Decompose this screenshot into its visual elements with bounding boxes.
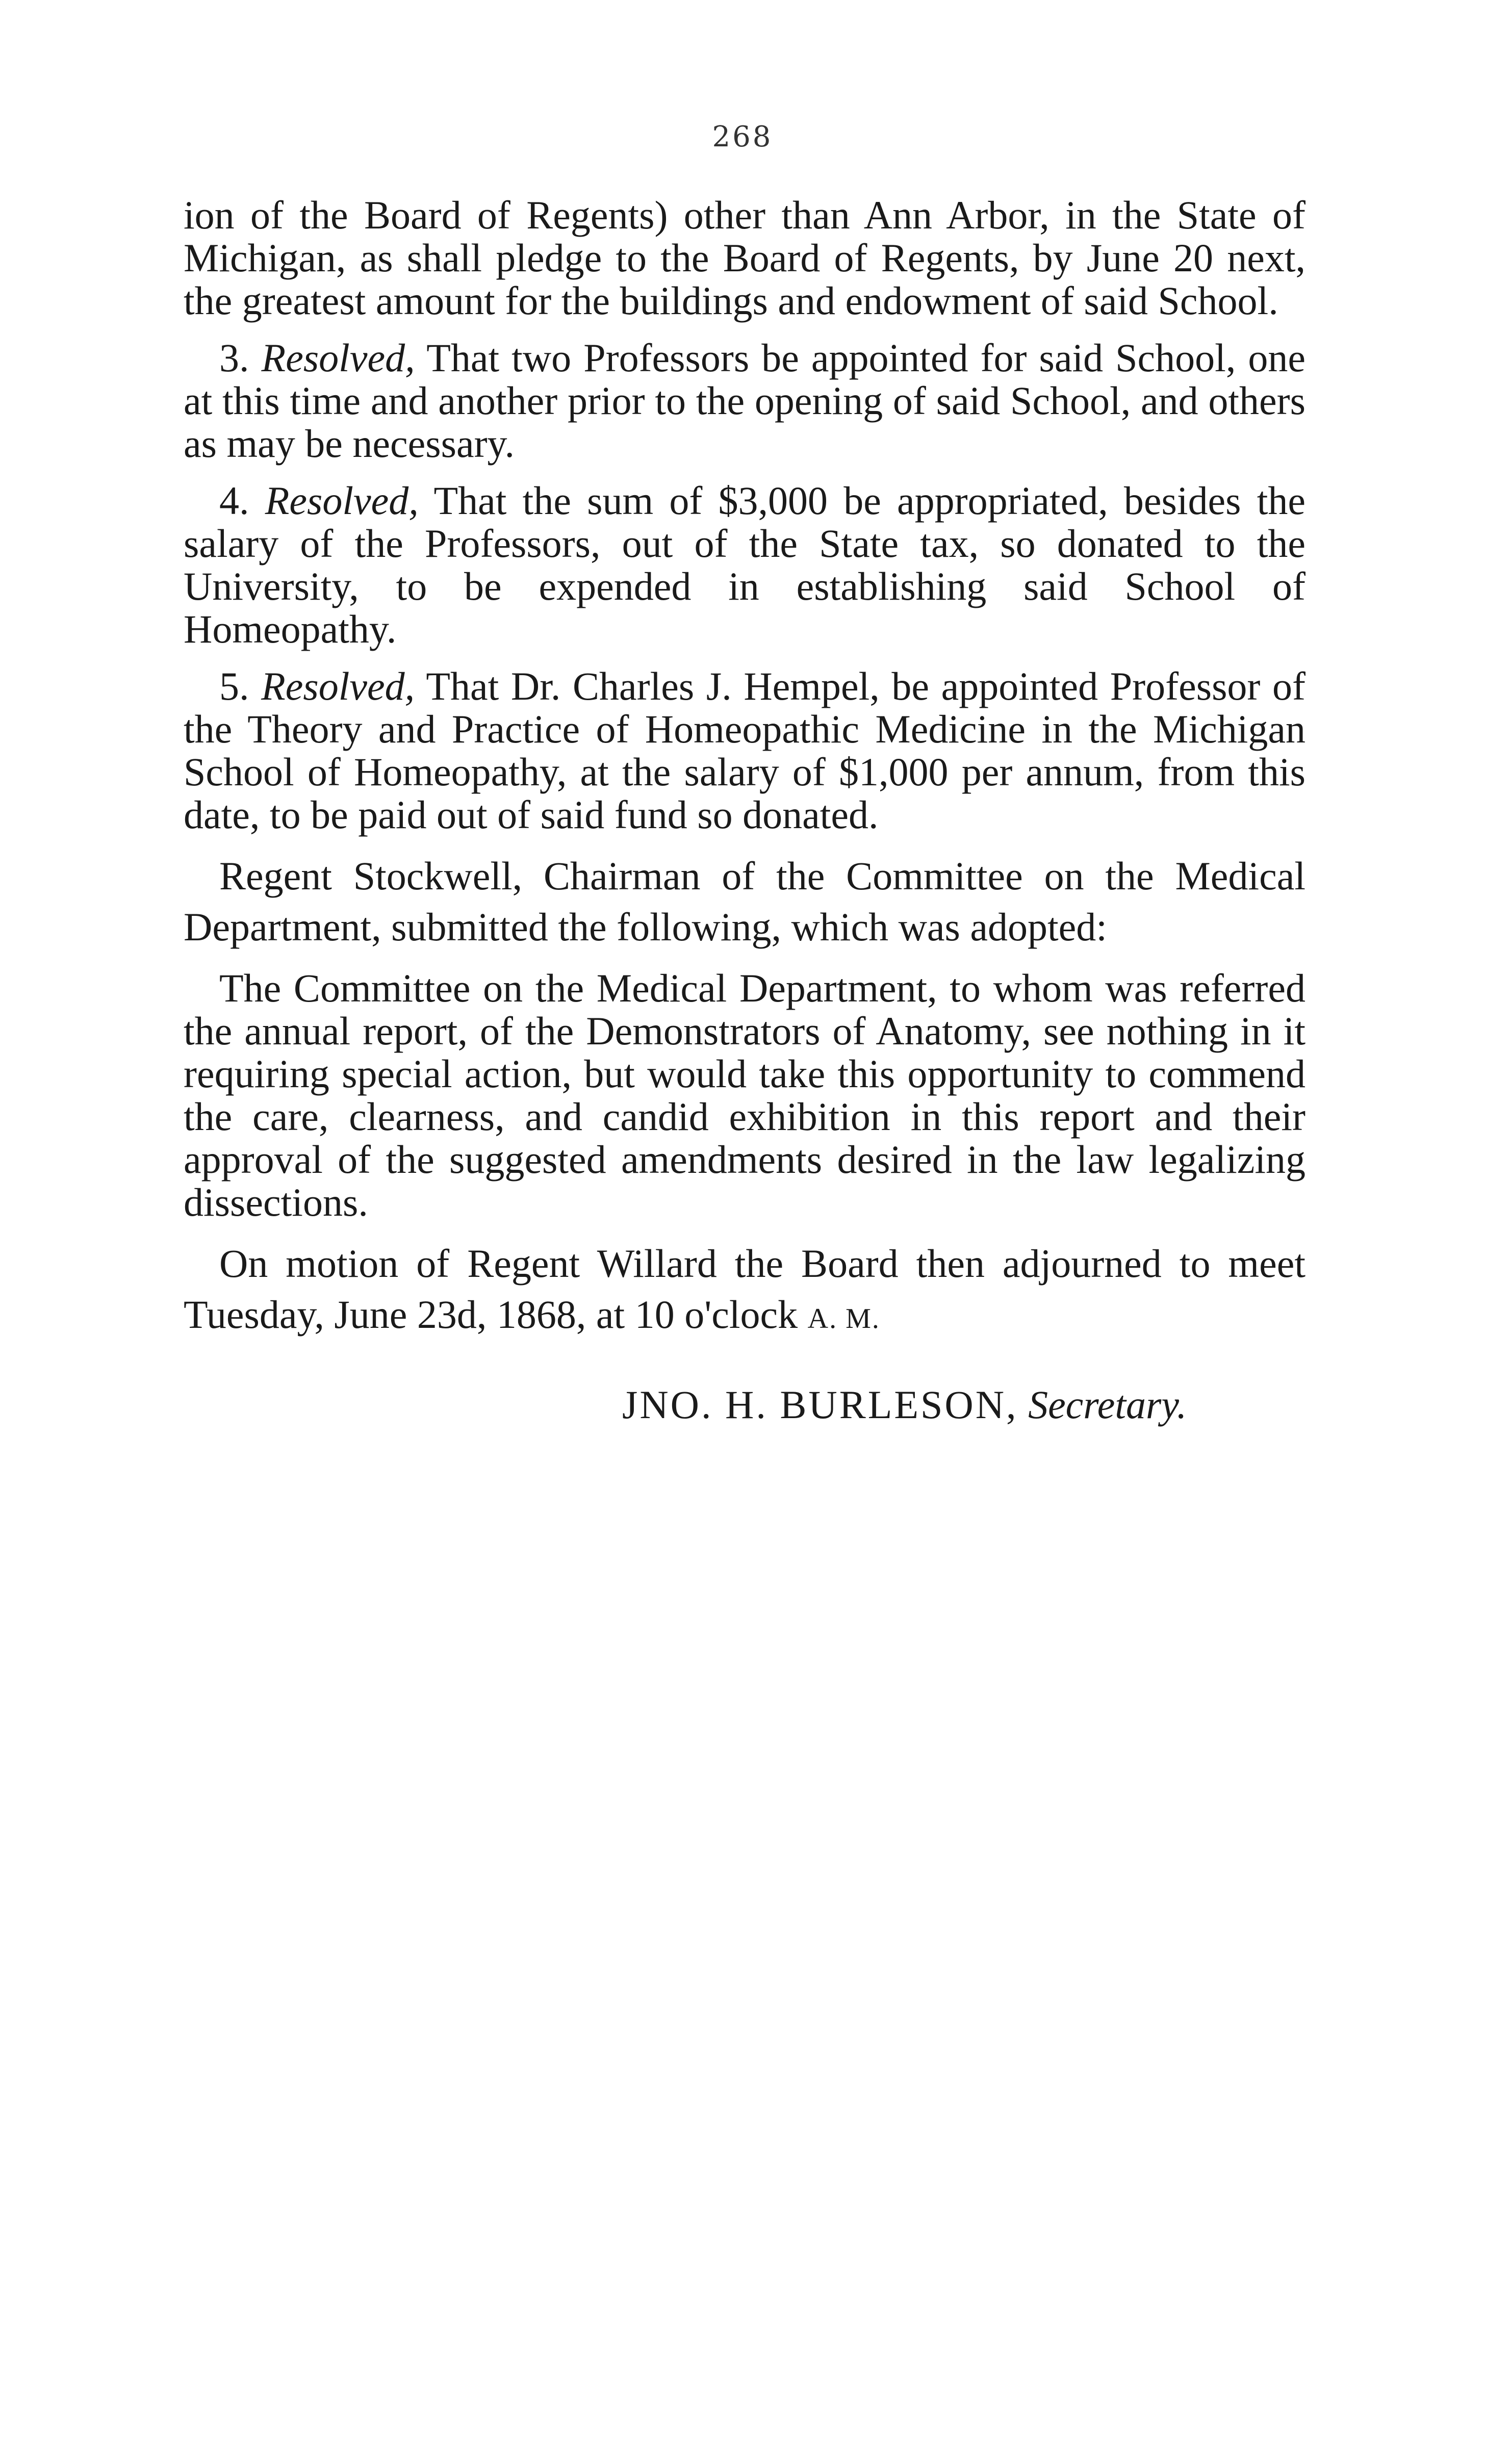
resolution-3-number: 3.	[219, 336, 262, 380]
resolution-5-text: That Dr. Charles J. Hempel, be appointed Professor of the Theory and Practice of Homeopathic Medicine in the Michigan School of Homeopathy, at the salary of $1,000 per annum, from this date, to be paid out of said fund so donated.	[184, 664, 1305, 837]
signature-title: Secretary.	[1028, 1382, 1187, 1427]
resolution-4-keyword: Resolved,	[265, 478, 419, 523]
stockwell-text: Regent Stockwell, Chairman of the Committee on the Medical Department, submitted the following, which was adopted:	[184, 854, 1305, 949]
resolution-5-paragraph	[184, 665, 1305, 836]
motion-paragraph	[184, 1238, 1305, 1344]
committee-text: The Committee on the Medical Department, to whom was referred the annual report, of the Demonstrators of Anatomy, see nothing in it requiring special action, but would take this opportunity to commend the care, clearness, and candid exhibition in this report and their approval of the suggested amendments desired in the law legalizing dissections.	[184, 966, 1305, 1224]
body-text	[184, 194, 1305, 1358]
signature-line	[622, 1382, 1326, 1428]
stockwell-paragraph	[184, 851, 1305, 953]
page-number: 268	[712, 120, 773, 153]
resolution-4-paragraph	[184, 479, 1305, 651]
resolution-5-number: 5.	[219, 664, 262, 708]
motion-time: A. M.	[807, 1303, 880, 1334]
signature-name: JNO. H. BURLESON,	[622, 1382, 1018, 1427]
resolution-3-keyword: Resolved,	[261, 336, 415, 380]
resolution-4-text: That the sum of $3,000 be appropriated, besides the salary of the Professors, out of the State tax, so donated to the University, to be expended in establishing said School of Homeopathy.	[184, 478, 1305, 651]
continuation-text: ion of the Board of Regents) other than Ann Arbor, in the State of Michigan, as shall pledge to the Board of Regents, by June 20 next, the greatest amount for the buildings and endowment of said School.	[184, 193, 1305, 323]
continuation-paragraph	[184, 194, 1305, 322]
resolution-5-keyword: Resolved,	[261, 664, 415, 708]
committee-paragraph	[184, 967, 1305, 1224]
resolution-3-paragraph	[184, 337, 1305, 465]
motion-text: On motion of Regent Willard the Board then adjourned to meet Tuesday, June 23d, 1868, at 10 o'clock	[184, 1241, 1305, 1337]
resolution-3-text: That two Professors be appointed for said School, one at this time and another prior to the opening of said School, and others as may be necessary.	[184, 336, 1306, 466]
resolution-4-number: 4.	[219, 478, 265, 523]
